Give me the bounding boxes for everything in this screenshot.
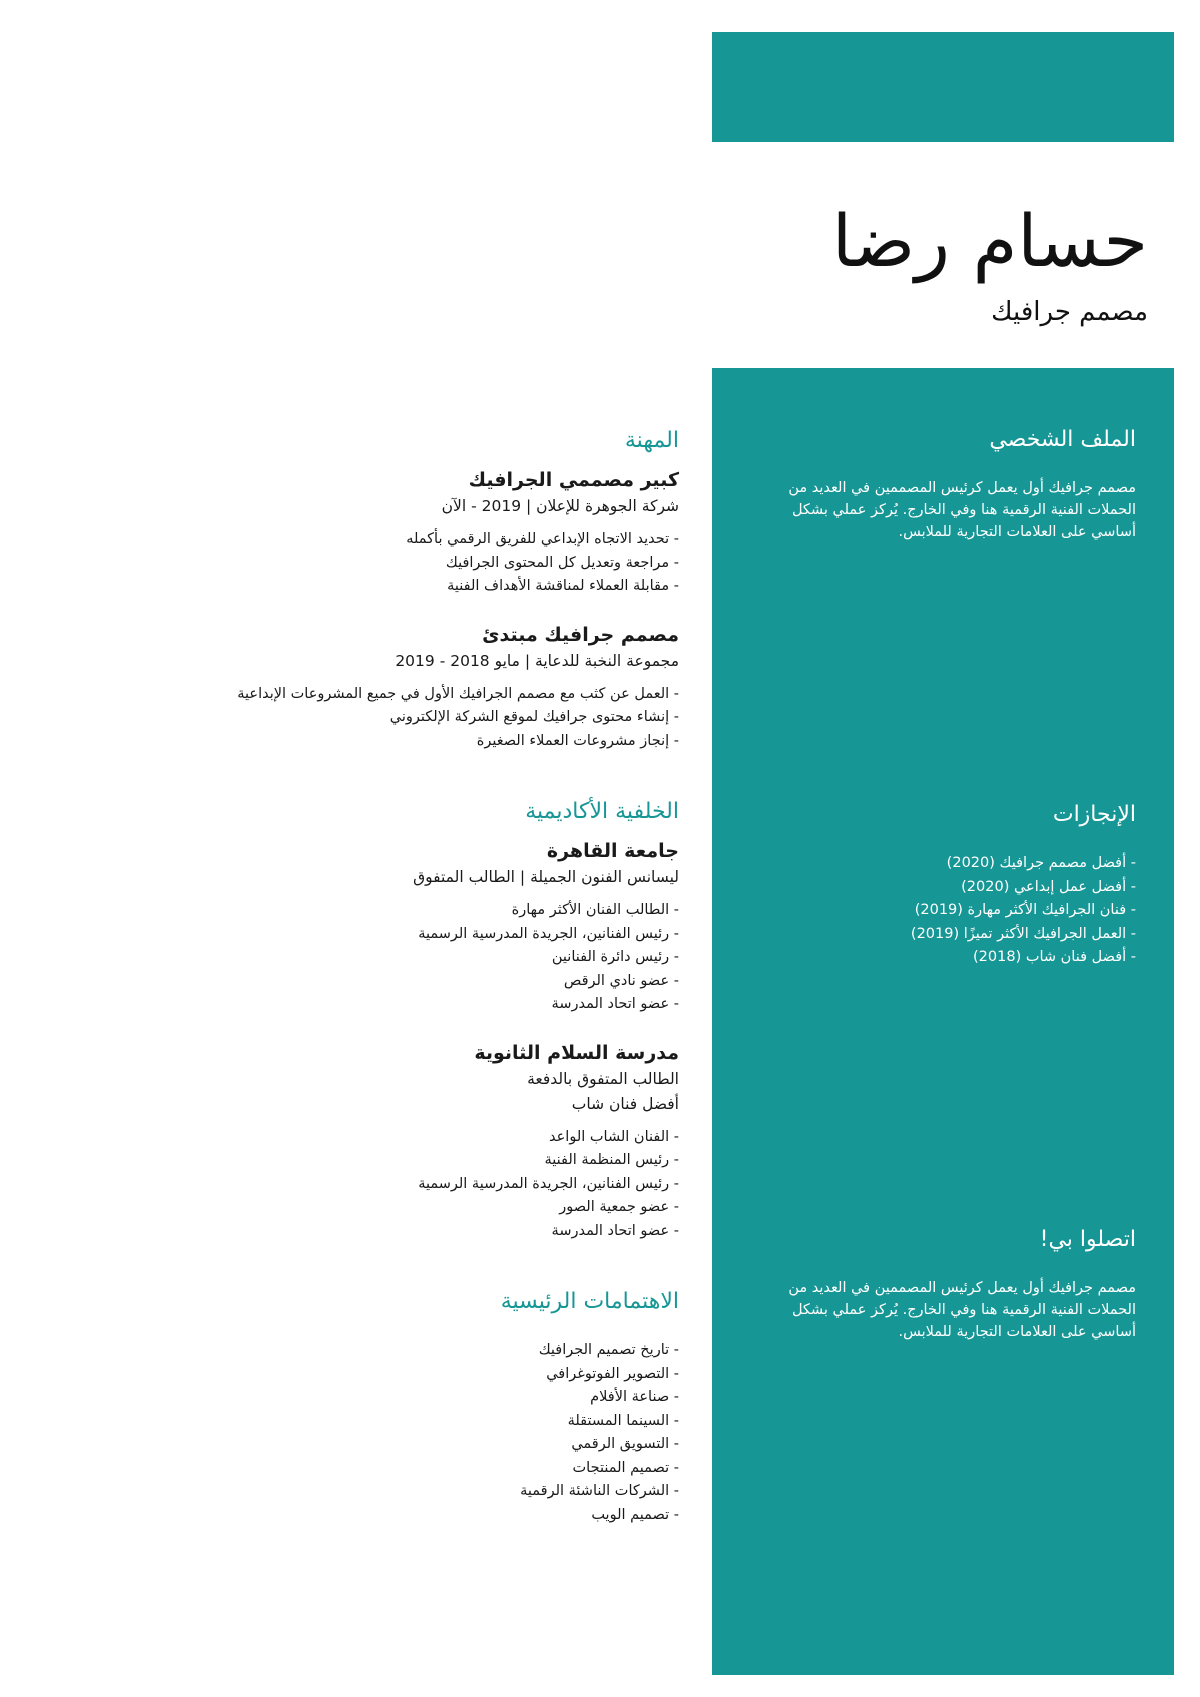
job-meta: مجموعة النخبة للدعاية | مايو 2018 - 2019 xyxy=(395,651,679,670)
school-activities xyxy=(159,1126,679,1244)
career-section xyxy=(159,426,679,753)
career-title: المهنة xyxy=(624,428,679,453)
list-item: - الطالب الفنان الأكثر مهارة xyxy=(159,899,679,923)
education-entry xyxy=(159,837,679,1017)
list-item: - أفضل عمل إبداعي (2020) xyxy=(746,876,1136,900)
contact-title: اتصلوا بي! xyxy=(1039,1227,1136,1252)
header xyxy=(628,195,1148,329)
list-item: - الشركات الناشئة الرقمية xyxy=(159,1480,679,1504)
achievements-section xyxy=(746,800,1136,970)
profile-section xyxy=(746,425,1136,543)
list-item: - تاريخ تصميم الجرافيك xyxy=(159,1339,679,1363)
school-meta: ليسانس الفنون الجميلة | الطالب المتفوق xyxy=(413,868,679,886)
list-item: - إنجاز مشروعات العملاء الصغيرة xyxy=(159,730,679,754)
list-item: - أفضل مصمم جرافيك (2020) xyxy=(746,852,1136,876)
job-entry xyxy=(159,466,679,599)
education-entry xyxy=(159,1039,679,1244)
school-name: جامعة القاهرة xyxy=(546,840,679,862)
school-meta-line: أفضل فنان شاب xyxy=(571,1094,679,1113)
person-name: حسام رضا xyxy=(832,199,1148,283)
list-item: - تصميم الويب xyxy=(159,1504,679,1528)
school-meta-line: الطالب المتفوق بالدفعة xyxy=(527,1069,679,1088)
list-item: - تحديد الاتجاه الإبداعي للفريق الرقمي بأكمله xyxy=(159,528,679,552)
list-item: - عضو اتحاد المدرسة xyxy=(159,1220,679,1244)
job-meta: شركة الجوهرة للإعلان | 2019 - الآن xyxy=(441,497,679,515)
main-content xyxy=(159,426,679,1527)
achievements-list xyxy=(746,852,1136,970)
school-meta xyxy=(159,1067,679,1117)
list-item: - السينما المستقلة xyxy=(159,1410,679,1434)
list-item: - مقابلة العملاء لمناقشة الأهداف الفنية xyxy=(159,575,679,599)
list-item: - تصميم المنتجات xyxy=(159,1457,679,1481)
interests-section xyxy=(159,1287,679,1527)
list-item: - فنان الجرافيك الأكثر مهارة (2019) xyxy=(746,899,1136,923)
contact-section xyxy=(746,1225,1136,1343)
list-item: - رئيس المنظمة الفنية xyxy=(159,1149,679,1173)
school-name: مدرسة السلام الثانوية xyxy=(474,1041,679,1064)
list-item: - أفضل فنان شاب (2018) xyxy=(746,946,1136,970)
header-accent-block xyxy=(712,32,1174,142)
education-title: الخلفية الأكاديمية xyxy=(525,799,679,824)
sidebar xyxy=(712,368,1174,1675)
achievements-title: الإنجازات xyxy=(1052,802,1136,827)
job-title: مصمم جرافيك مبتدئ xyxy=(482,623,679,646)
job-duties xyxy=(159,683,679,754)
contact-text: مصمم جرافيك أول يعمل كرئيس المصممين في العديد من الحملات الفنية الرقمية هنا وفي الخارج. يُركز عملي بشكل أساسي على العلامات التجارية للملابس. xyxy=(788,1280,1136,1340)
list-item: - العمل الجرافيك الأكثر تميزًا (2019) xyxy=(746,923,1136,947)
list-item: - التسويق الرقمي xyxy=(159,1433,679,1457)
person-role: مصمم جرافيك xyxy=(991,297,1148,327)
list-item: - رئيس الفنانين، الجريدة المدرسية الرسمية xyxy=(159,1173,679,1197)
list-item: - رئيس دائرة الفنانين xyxy=(159,946,679,970)
school-activities xyxy=(159,899,679,1017)
list-item: - عضو نادي الرقص xyxy=(159,970,679,994)
list-item: - العمل عن كثب مع مصمم الجرافيك الأول في جميع المشروعات الإبداعية xyxy=(159,683,679,707)
list-item: - عضو جمعية الصور xyxy=(159,1196,679,1220)
interests-title: الاهتمامات الرئيسية xyxy=(500,1289,679,1314)
job-entry xyxy=(159,621,679,754)
profile-text: مصمم جرافيك أول يعمل كرئيس المصممين في العديد من الحملات الفنية الرقمية هنا وفي الخارج. يُركز عملي بشكل أساسي على العلامات التجارية للملابس. xyxy=(788,480,1136,540)
job-duties xyxy=(159,528,679,599)
interests-list xyxy=(159,1339,679,1527)
job-title: كبير مصممي الجرافيك xyxy=(468,469,679,491)
list-item: - صناعة الأفلام xyxy=(159,1386,679,1410)
list-item: - عضو اتحاد المدرسة xyxy=(159,993,679,1017)
list-item: - مراجعة وتعديل كل المحتوى الجرافيك xyxy=(159,552,679,576)
list-item: - إنشاء محتوى جرافيك لموقع الشركة الإلكتروني xyxy=(159,706,679,730)
profile-title: الملف الشخصي xyxy=(989,427,1136,452)
list-item: - الفنان الشاب الواعد xyxy=(159,1126,679,1150)
list-item: - رئيس الفنانين، الجريدة المدرسية الرسمية xyxy=(159,923,679,947)
list-item: - التصوير الفوتوغرافي xyxy=(159,1363,679,1387)
education-section xyxy=(159,797,679,1243)
